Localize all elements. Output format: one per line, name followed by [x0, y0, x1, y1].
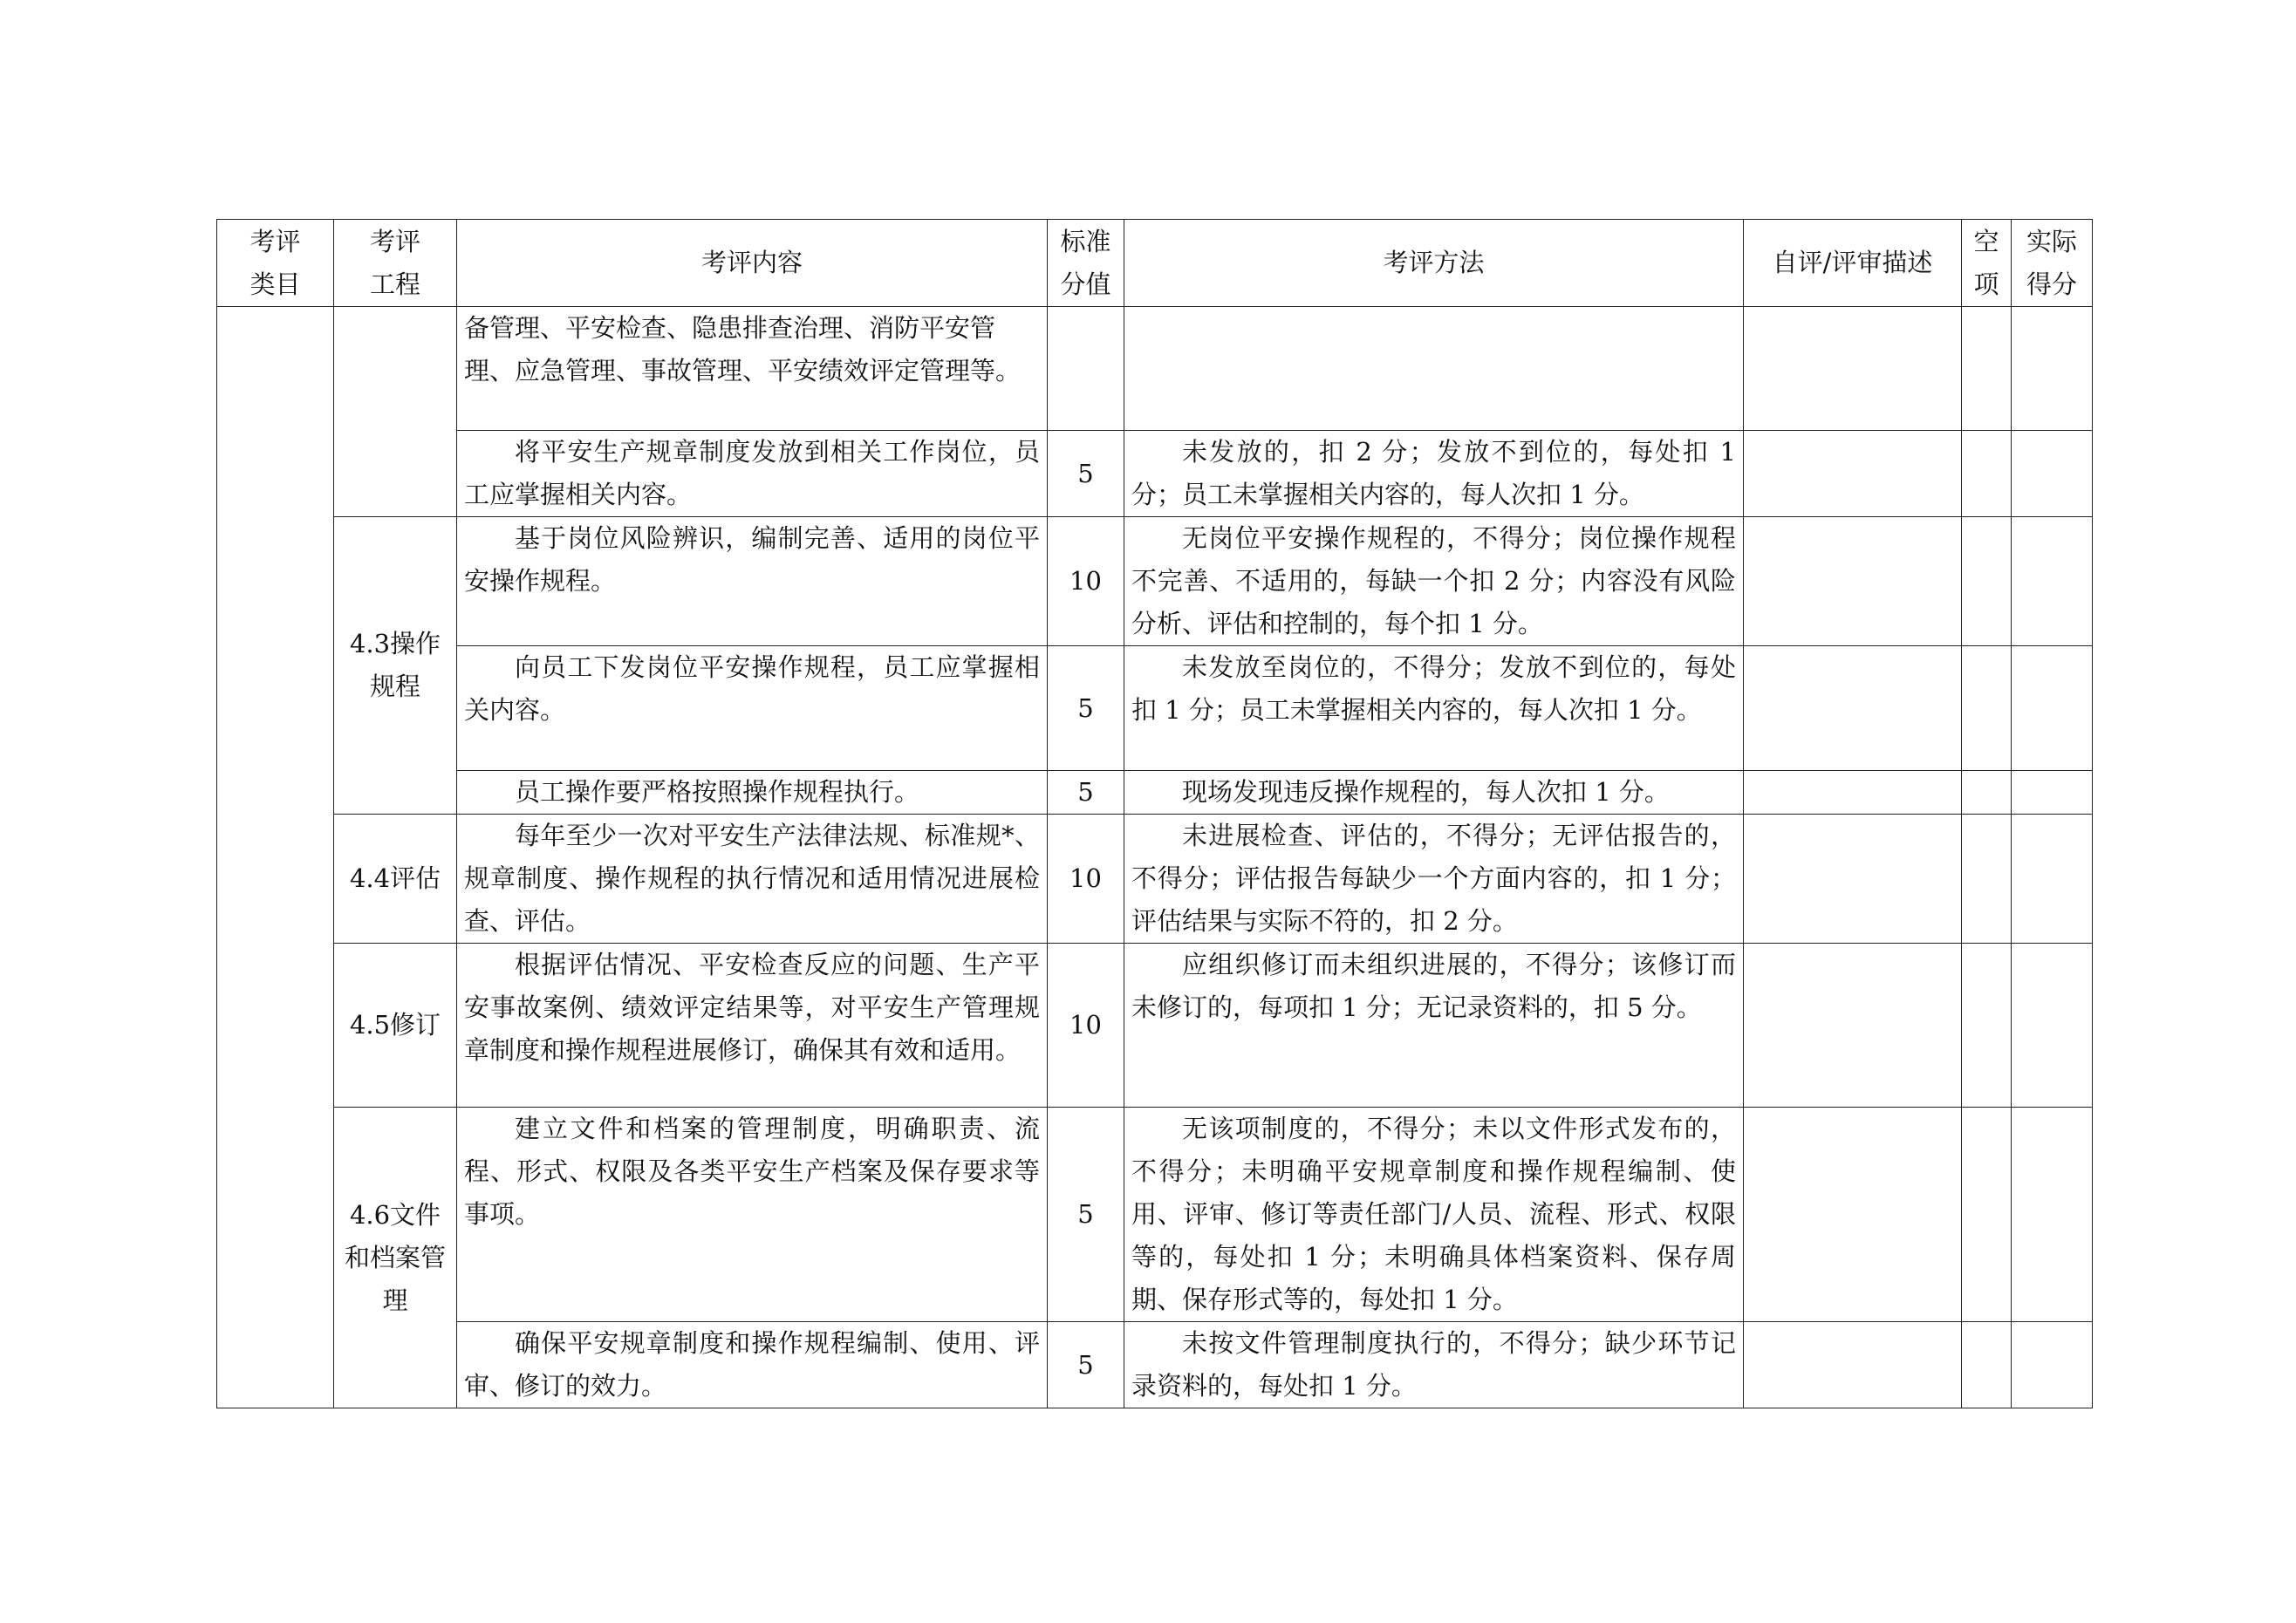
- evaluation-table: [216, 219, 2093, 1408]
- method-cell: 无该项制度的，不得分；未以文件形式发布的，不得分；未明确平安规章制度和操作规程编制、使用、评审、修订等责任部门/人员、流程、形式、权限等的，每处扣 1 分；未明确具体档案资料、保存周期、保存形式等的，每处扣 1 分。: [1124, 1108, 1744, 1322]
- score-cell: 5: [1048, 431, 1124, 517]
- actual-score-cell[interactable]: [2012, 646, 2093, 771]
- method-cell: 无岗位平安操作规程的，不得分；岗位操作规程不完善、不适用的，每缺一个扣 2 分；内容没有风险分析、评估和控制的，每个扣 1 分。: [1124, 517, 1744, 646]
- content-cell: 基于岗位风险辨识，编制完善、适用的岗位平安操作规程。: [457, 517, 1048, 646]
- table-row: [217, 815, 2093, 944]
- actual-score-cell[interactable]: [2012, 815, 2093, 944]
- blank-cell[interactable]: [1962, 307, 2012, 431]
- item-cell: 4.3操作规程: [334, 517, 457, 815]
- content-cell: 根据评估情况、平安检查反应的问题、生产平安事故案例、绩效评定结果等，对平安生产管理规章制度和操作规程进展修订，确保其有效和适用。: [457, 944, 1048, 1108]
- blank-cell[interactable]: [1962, 771, 2012, 815]
- header-content: 考评内容: [457, 220, 1048, 307]
- score-cell: 10: [1048, 944, 1124, 1108]
- table-row: [217, 517, 2093, 646]
- blank-cell[interactable]: [1962, 517, 2012, 646]
- self-review-cell[interactable]: [1744, 1322, 1962, 1408]
- actual-score-cell[interactable]: [2012, 771, 2093, 815]
- header-item: 考评 工程: [334, 220, 457, 307]
- item-cell: 4.4评估: [334, 815, 457, 944]
- content-cell: 将平安生产规章制度发放到相关工作岗位，员工应掌握相关内容。: [457, 431, 1048, 517]
- blank-cell[interactable]: [1962, 815, 2012, 944]
- blank-cell[interactable]: [1962, 1108, 2012, 1322]
- header-actual: 实际 得分: [2012, 220, 2093, 307]
- blank-cell[interactable]: [1962, 646, 2012, 771]
- method-cell: 未发放的，扣 2 分；发放不到位的，每处扣 1 分；员工未掌握相关内容的，每人次扣 1 分。: [1124, 431, 1744, 517]
- header-self-review: 自评/评审描述: [1744, 220, 1962, 307]
- blank-cell[interactable]: [1962, 1322, 2012, 1408]
- header-category: 考评 类目: [217, 220, 334, 307]
- method-cell: 现场发现违反操作规程的，每人次扣 1 分。: [1124, 771, 1744, 815]
- score-cell: 5: [1048, 1108, 1124, 1322]
- self-review-cell[interactable]: [1744, 517, 1962, 646]
- self-review-cell[interactable]: [1744, 431, 1962, 517]
- actual-score-cell[interactable]: [2012, 431, 2093, 517]
- item-cell: [334, 307, 457, 517]
- header-method: 考评方法: [1124, 220, 1744, 307]
- self-review-cell[interactable]: [1744, 646, 1962, 771]
- table-row: [217, 771, 2093, 815]
- score-cell: 5: [1048, 646, 1124, 771]
- table-header-row: [217, 220, 2093, 307]
- method-cell: 未进展检查、评估的，不得分；无评估报告的，不得分；评估报告每缺少一个方面内容的，扣 1 分；评估结果与实际不符的，扣 2 分。: [1124, 815, 1744, 944]
- self-review-cell[interactable]: [1744, 307, 1962, 431]
- actual-score-cell[interactable]: [2012, 307, 2093, 431]
- table-row: [217, 307, 2093, 431]
- table-row: [217, 944, 2093, 1108]
- self-review-cell[interactable]: [1744, 771, 1962, 815]
- header-blank: 空 项: [1962, 220, 2012, 307]
- blank-cell[interactable]: [1962, 944, 2012, 1108]
- content-cell: 向员工下发岗位平安操作规程，员工应掌握相关内容。: [457, 646, 1048, 771]
- score-cell: 5: [1048, 771, 1124, 815]
- method-cell: 未发放至岗位的，不得分；发放不到位的，每处扣 1 分；员工未掌握相关内容的，每人次扣 1 分。: [1124, 646, 1744, 771]
- actual-score-cell[interactable]: [2012, 517, 2093, 646]
- table-row: [217, 431, 2093, 517]
- score-cell: 10: [1048, 517, 1124, 646]
- self-review-cell[interactable]: [1744, 815, 1962, 944]
- content-cell: 员工操作要严格按照操作规程执行。: [457, 771, 1048, 815]
- header-score: 标准 分值: [1048, 220, 1124, 307]
- content-cell: 每年至少一次对平安生产法律法规、标准规*、规章制度、操作规程的执行情况和适用情况进展检查、评估。: [457, 815, 1048, 944]
- category-cell: [217, 307, 334, 1408]
- self-review-cell[interactable]: [1744, 1108, 1962, 1322]
- method-cell: [1124, 307, 1744, 431]
- method-cell: 未按文件管理制度执行的，不得分；缺少环节记录资料的，每处扣 1 分。: [1124, 1322, 1744, 1408]
- self-review-cell[interactable]: [1744, 944, 1962, 1108]
- actual-score-cell[interactable]: [2012, 1322, 2093, 1408]
- table-row: [217, 1108, 2093, 1322]
- item-cell: 4.6文件和档案管理: [334, 1108, 457, 1408]
- content-cell: 建立文件和档案的管理制度，明确职责、流程、形式、权限及各类平安生产档案及保存要求等事项。: [457, 1108, 1048, 1322]
- method-cell: 应组织修订而未组织进展的，不得分；该修订而未修订的，每项扣 1 分；无记录资料的，扣 5 分。: [1124, 944, 1744, 1108]
- score-cell: [1048, 307, 1124, 431]
- content-cell: 确保平安规章制度和操作规程编制、使用、评审、修订的效力。: [457, 1322, 1048, 1408]
- score-cell: 5: [1048, 1322, 1124, 1408]
- table-row: [217, 1322, 2093, 1408]
- actual-score-cell[interactable]: [2012, 944, 2093, 1108]
- score-cell: 10: [1048, 815, 1124, 944]
- blank-cell[interactable]: [1962, 431, 2012, 517]
- item-cell: 4.5修订: [334, 944, 457, 1108]
- table-row: [217, 646, 2093, 771]
- content-cell: 备管理、平安检查、隐患排查治理、消防平安管理、应急管理、事故管理、平安绩效评定管理等。: [457, 307, 1048, 431]
- actual-score-cell[interactable]: [2012, 1108, 2093, 1322]
